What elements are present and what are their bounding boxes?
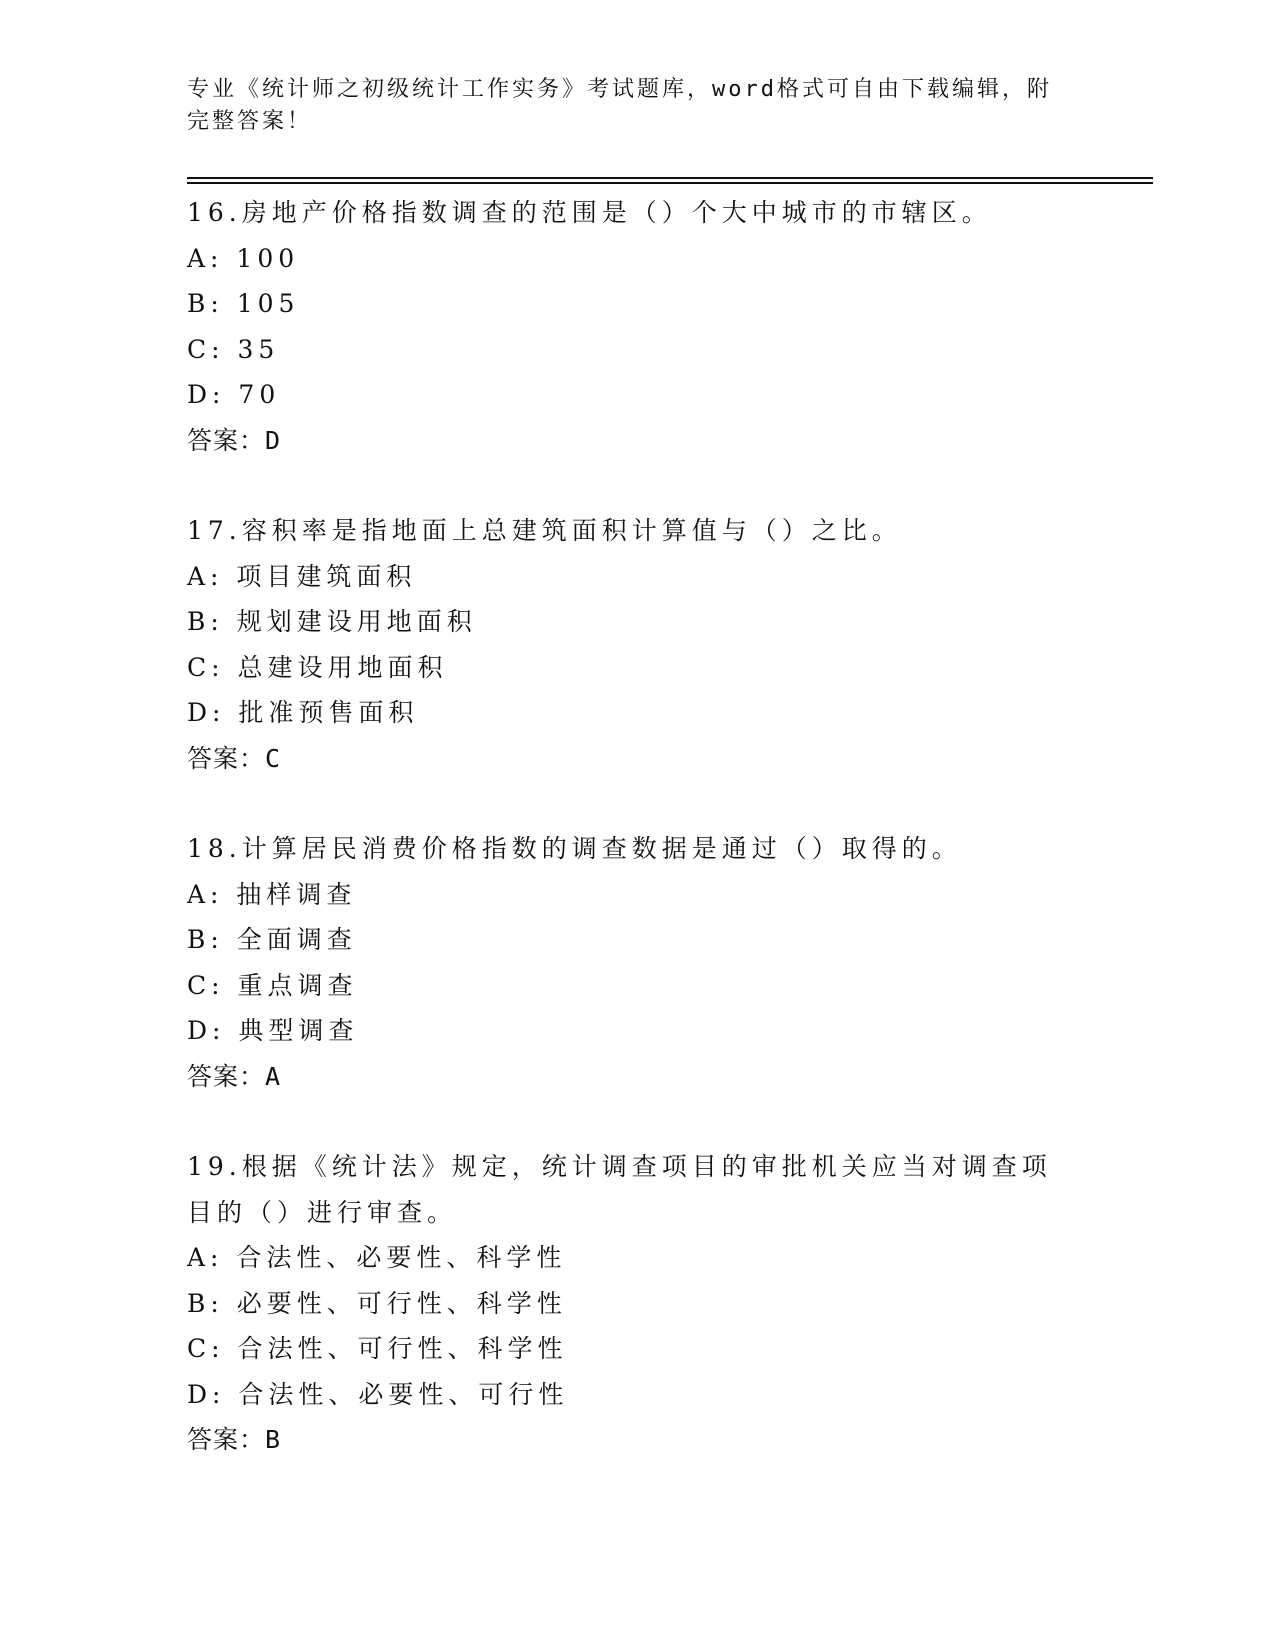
question-19	[187, 1144, 1087, 1463]
option-a: A: 项目建筑面积	[187, 561, 417, 591]
option-a: A: 100	[187, 243, 300, 273]
option-b: B: 105	[187, 289, 300, 318]
question-18	[187, 826, 1087, 1099]
option-c: C: 重点调查	[187, 970, 358, 1000]
answer: 答案：A	[187, 1061, 282, 1091]
option-c: C: 合法性、可行性、科学性	[187, 1334, 568, 1363]
question-17	[187, 508, 1087, 781]
option-d: D: 合法性、必要性、可行性	[187, 1379, 569, 1409]
question-text: 19.根据《统计法》规定，统计调查项目的审批机关应当对调查项目的（）进行审查。	[187, 1152, 1052, 1227]
option-a: A: 抽样调查	[187, 879, 357, 909]
option-b: B: 必要性、可行性、科学性	[187, 1288, 567, 1318]
option-d: D: 70	[187, 380, 281, 409]
question-text: 17.容积率是指地面上总建筑面积计算值与（）之比。	[187, 516, 902, 545]
option-b: B: 全面调查	[187, 925, 357, 954]
document-intro: 专业《统计师之初级统计工作实务》考试题库，word格式可自由下载编辑，附完整答案！	[187, 77, 1052, 134]
option-c: C: 总建设用地面积	[187, 652, 448, 682]
answer: 答案：D	[187, 425, 282, 455]
question-16	[187, 190, 1087, 463]
option-a: A: 合法性、必要性、科学性	[187, 1243, 567, 1272]
answer: 答案：C	[187, 743, 282, 773]
header-divider-bottom	[187, 182, 1153, 184]
header-divider-top	[187, 177, 1153, 179]
question-text: 18.计算居民消费价格指数的调查数据是通过（）取得的。	[187, 834, 962, 863]
option-c: C: 35	[187, 334, 280, 364]
answer: 答案：B	[187, 1425, 282, 1454]
option-b: B: 规划建设用地面积	[187, 607, 477, 636]
question-text: 16.房地产价格指数调查的范围是（）个大中城市的市辖区。	[187, 198, 992, 227]
option-d: D: 批准预售面积	[187, 698, 419, 727]
option-d: D: 典型调查	[187, 1016, 359, 1045]
